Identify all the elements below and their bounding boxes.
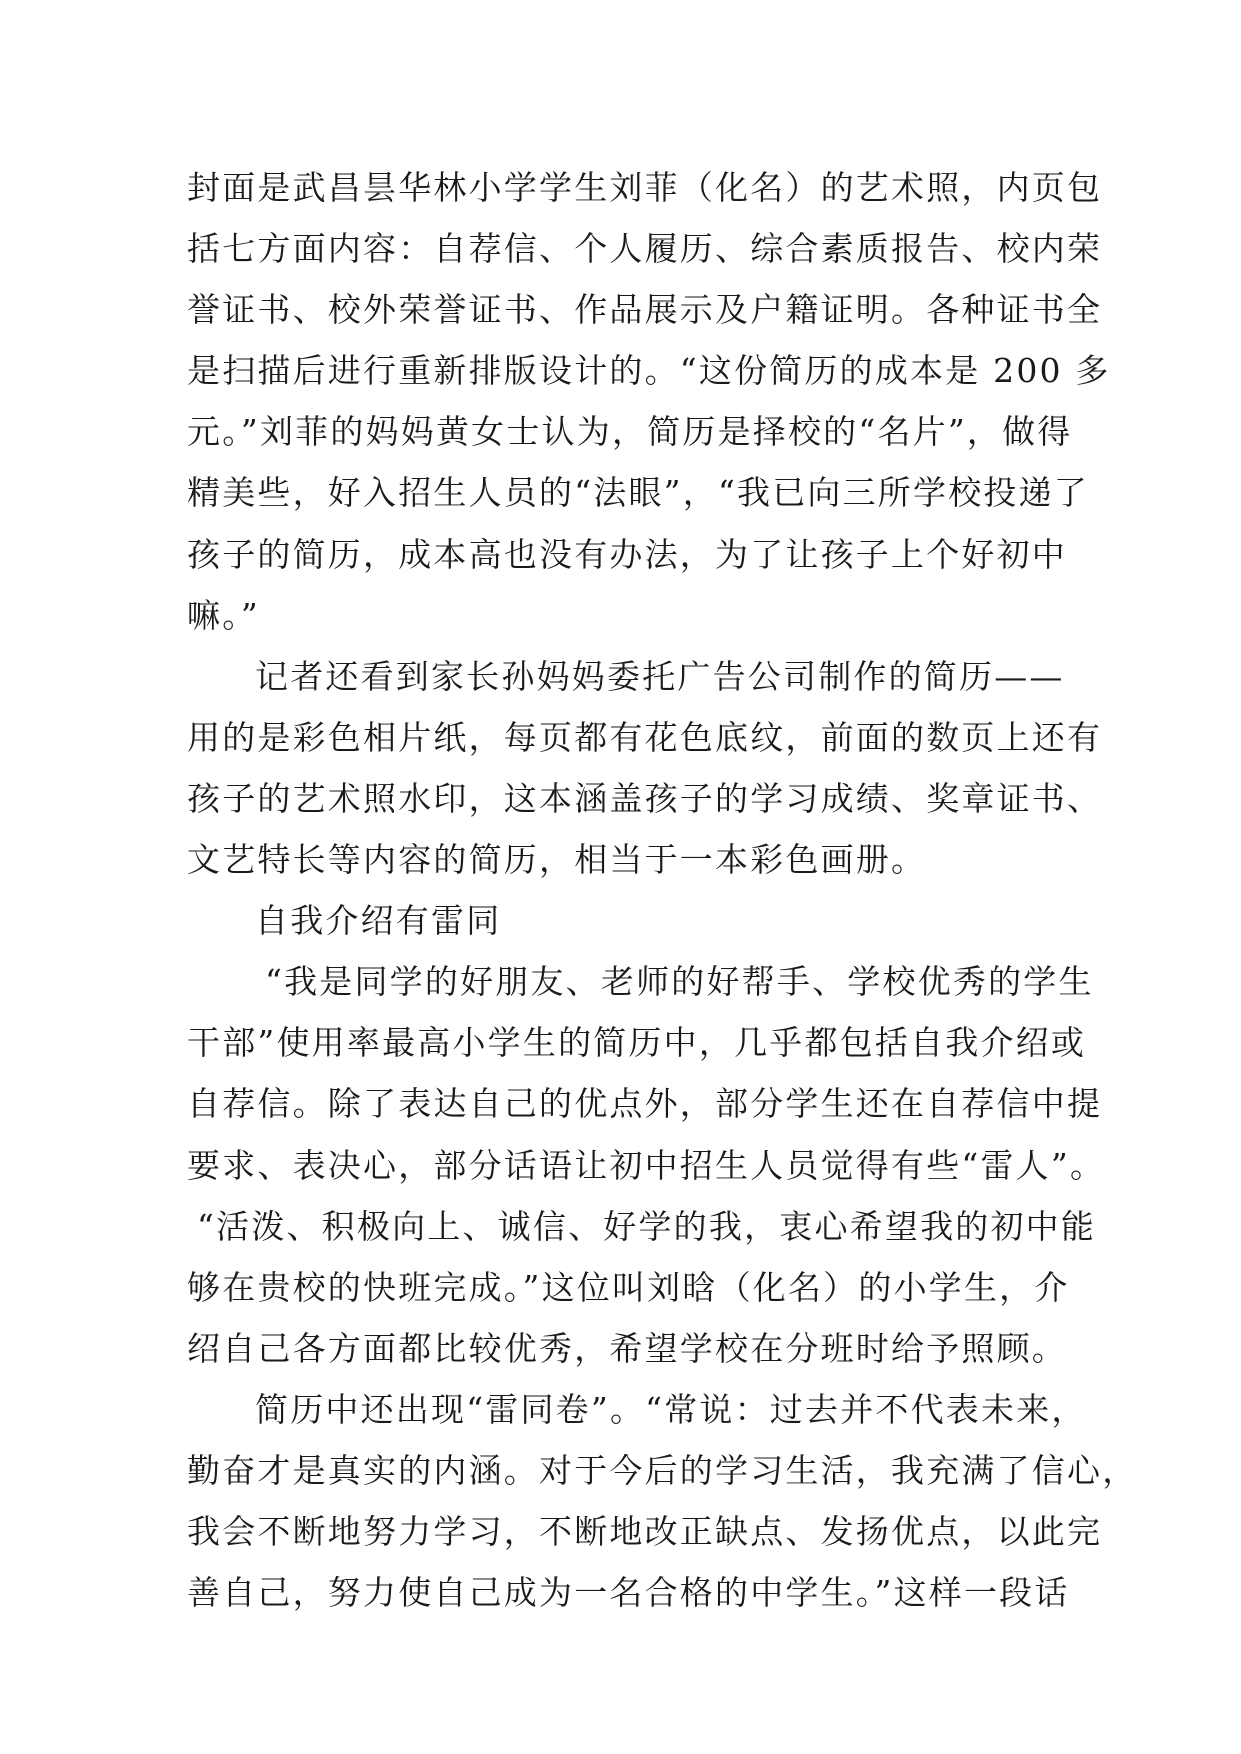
text-line: 够在贵校的快班完成。”这位叫刘晗（化名）的小学生，介 (187, 1267, 1070, 1307)
text-line: 用的是彩色相片纸，每页都有花色底纹，前面的数页上还有 (187, 717, 1103, 757)
text-line: 我会不断地努力学习，不断地改正缺点、发扬优点，以此完 (187, 1512, 1103, 1552)
text-line: 精美些，好入招生人员的“法眼”，“我已向三所学校投递了 (187, 473, 1090, 513)
text-line: 要求、表决心，部分话语让初中招生人员觉得有些“雷人”。 (187, 1145, 1106, 1185)
paragraph-start-line: 简历中还出现“雷同卷”。“常说：过去并不代表未来， (255, 1389, 1087, 1429)
text-line: “活泼、积极向上、诚信、好学的我，衷心希望我的初中能 (197, 1206, 1097, 1246)
document-body (187, 162, 1138, 1628)
text-line: 勤奋才是真实的内涵。对于今后的学习生活，我充满了信心， (187, 1450, 1138, 1490)
text-line: 是扫描后进行重新排版设计的。“这份简历的成本是 200 多 (187, 351, 1111, 391)
text-line: 文艺特长等内容的简历，相当于一本彩色画册。 (187, 840, 927, 880)
section-subheading: 自我介绍有雷同 (255, 901, 502, 941)
text-line: 誉证书、校外荣誉证书、作品展示及户籍证明。各种证书全 (187, 290, 1103, 330)
text-line: 孩子的艺术照水印，这本涵盖孩子的学习成绩、奖章证书、 (187, 778, 1103, 818)
text-line: 封面是武昌昙华林小学学生刘菲（化名）的艺术照，内页包 (187, 168, 1103, 207)
paragraph-start-line: “我是同学的好朋友、老师的好帮手、学校优秀的学生 (265, 962, 1094, 1002)
text-line: 元。”刘菲的妈妈黄女士认为，简历是择校的“名片”，做得 (187, 412, 1073, 452)
paragraph-start-line: 记者还看到家长孙妈妈委托广告公司制作的简历—— (255, 656, 1065, 696)
text-line: 自荐信。除了表达自己的优点外，部分学生还在自荐信中提 (187, 1084, 1103, 1124)
text-line: 嘛。” (187, 595, 260, 635)
text-line: 括七方面内容：自荐信、个人履历、综合素质报告、校内荣 (187, 229, 1103, 269)
text-line: 孩子的简历，成本高也没有办法，为了让孩子上个好初中 (187, 534, 1067, 574)
text-line: 干部”使用率最高小学生的简历中，几乎都包括自我介绍或 (187, 1023, 1087, 1063)
text-line: 绍自己各方面都比较优秀，希望学校在分班时给予照顾。 (187, 1328, 1067, 1368)
text-line: 善自己，努力使自己成为一名合格的中学生。”这样一段话 (187, 1573, 1070, 1613)
